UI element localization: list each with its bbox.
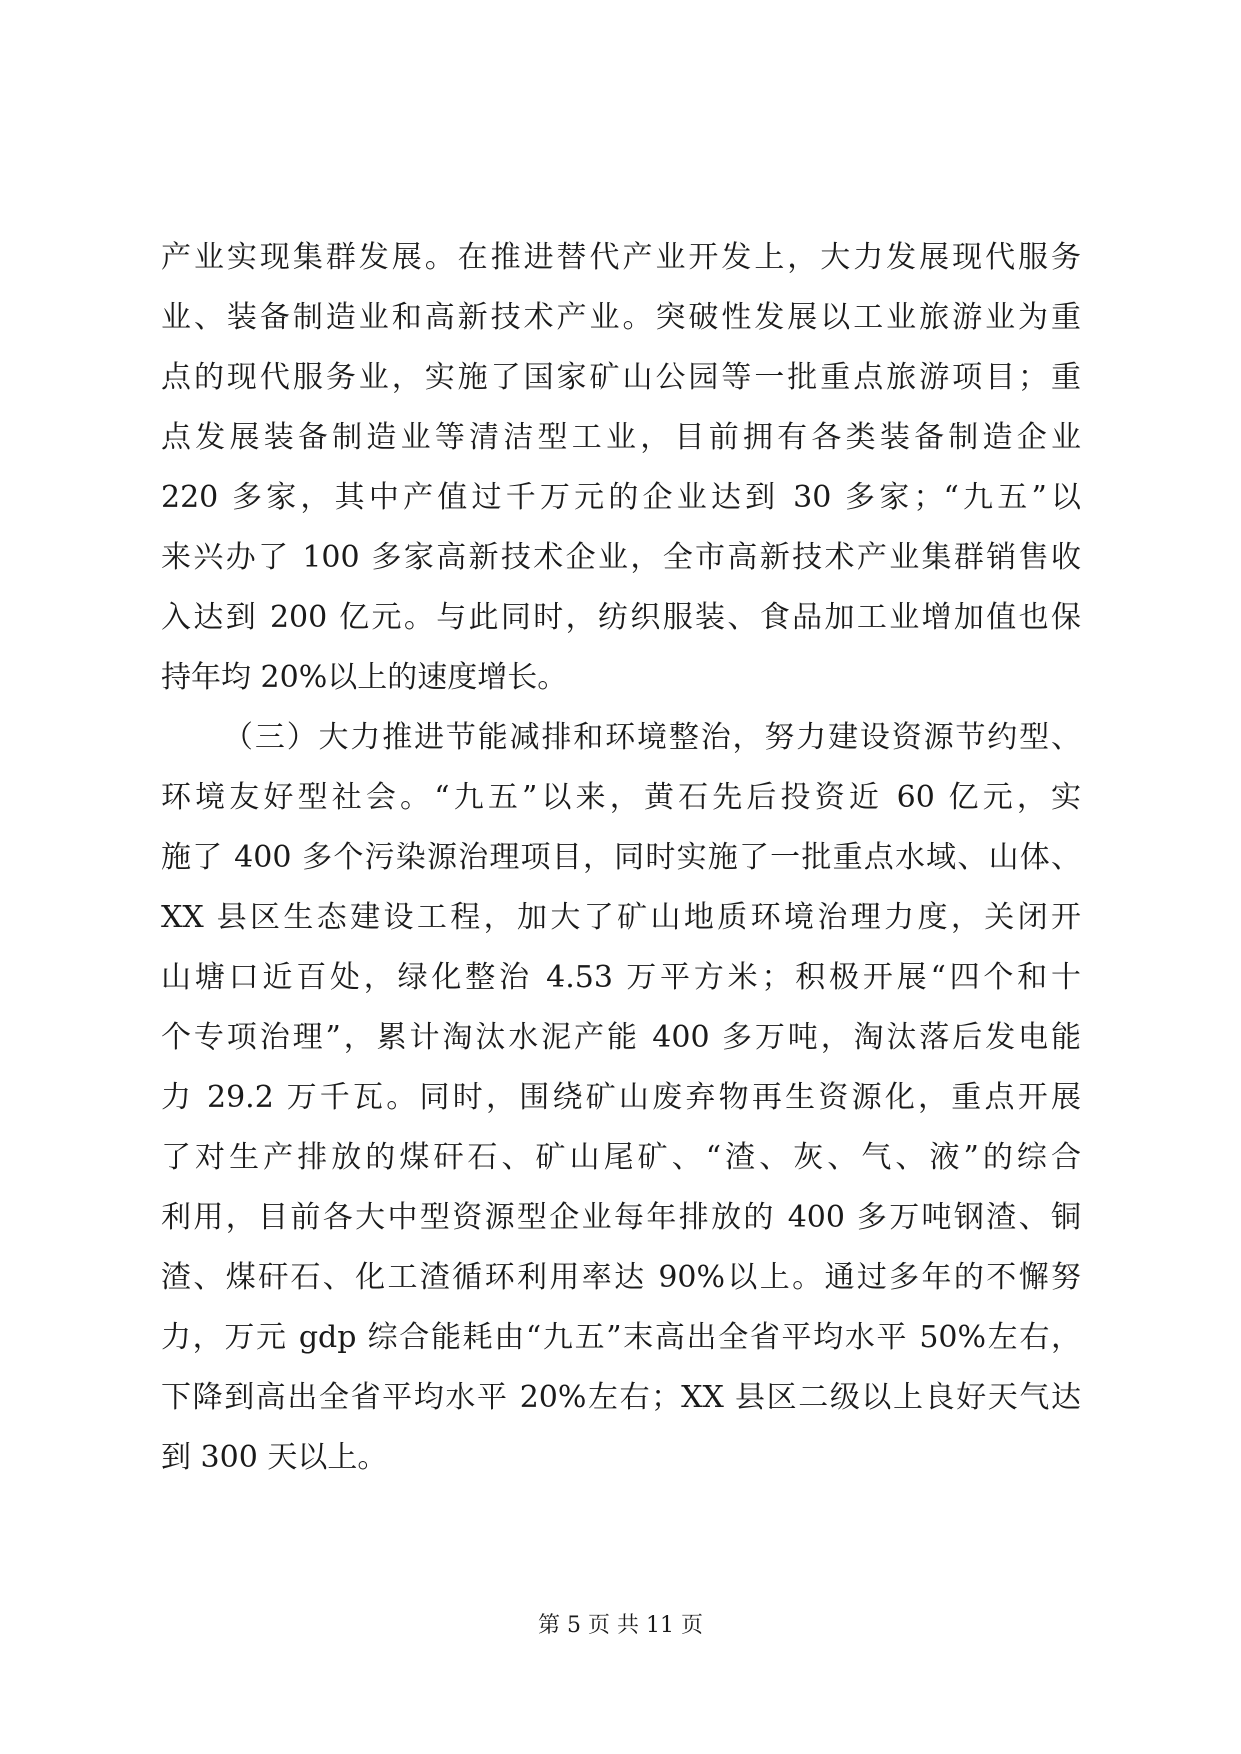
text-line: 入达到 200 亿元。与此同时，纺织服装、食品加工业增加值也保	[161, 600, 1081, 635]
text-line: 到 300 天以上。	[161, 1440, 388, 1475]
document-body	[161, 228, 1081, 1488]
text-line: 山塘口近百处，绿化整治 4.53 万平方米；积极开展“四个和十	[161, 960, 1081, 995]
text-line: 下降到高出全省平均水平 20%左右；XX 县区二级以上良好天气达	[161, 1380, 1081, 1415]
text-line: 了对生产排放的煤矸石、矿山尾矿、“渣、灰、气、液”的综合	[161, 1140, 1081, 1175]
section-heading-line: （三）大力推进节能减排和环境整治，努力建设资源节约型、	[223, 720, 1081, 755]
text-line: 持年均 20%以上的速度增长。	[161, 660, 568, 695]
text-line: 产业实现集群发展。在推进替代产业开发上，大力发展现代服务	[161, 240, 1081, 275]
text-line: XX 县区生态建设工程，加大了矿山地质环境治理力度，关闭开	[161, 900, 1081, 935]
page-number-footer: 第 5 页 共 11 页	[538, 1613, 703, 1638]
text-line: 220 多家，其中产值过千万元的企业达到 30 多家；“九五”以	[161, 480, 1081, 515]
paragraph-energy-saving	[161, 708, 1081, 1488]
text-line: 利用，目前各大中型资源型企业每年排放的 400 多万吨钢渣、铜	[161, 1200, 1081, 1235]
text-line: 力，万元 gdp 综合能耗由“九五”末高出全省平均水平 50%左右，	[161, 1320, 1081, 1355]
text-line: 个专项治理”，累计淘汰水泥产能 400 多万吨，淘汰落后发电能	[161, 1020, 1081, 1055]
text-line: 渣、煤矸石、化工渣循环利用率达 90%以上。通过多年的不懈努	[161, 1260, 1081, 1295]
text-line: 点的现代服务业，实施了国家矿山公园等一批重点旅游项目；重	[161, 360, 1081, 395]
text-line: 点发展装备制造业等清洁型工业，目前拥有各类装备制造企业	[161, 420, 1081, 455]
text-line: 施了 400 多个污染源治理项目，同时实施了一批重点水域、山体、	[161, 840, 1081, 875]
paragraph-industry-cluster	[161, 228, 1081, 708]
text-line: 业、装备制造业和高新技术产业。突破性发展以工业旅游业为重	[161, 300, 1081, 335]
text-line: 环境友好型社会。“九五”以来，黄石先后投资近 60 亿元，实	[161, 780, 1081, 815]
text-line: 力 29.2 万千瓦。同时，围绕矿山废弃物再生资源化，重点开展	[161, 1080, 1081, 1115]
text-line: 来兴办了 100 多家高新技术企业，全市高新技术产业集群销售收	[161, 540, 1081, 575]
